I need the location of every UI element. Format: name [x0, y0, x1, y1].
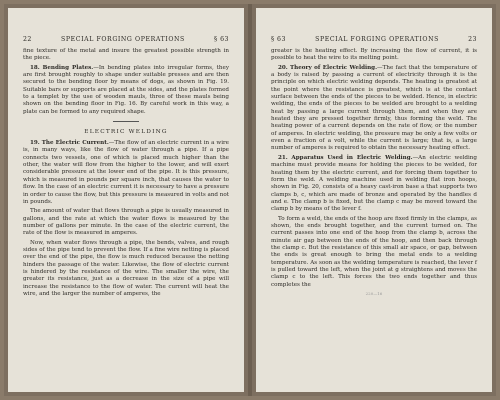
section-21-number: 21.	[278, 154, 288, 161]
left-page-number: 22	[23, 36, 32, 43]
section-18-body: —In bending plates into irregular forms, they are first brought roughly to shape under suitable presses and are then secured to the bending floor by means of dogs, as shown in Fig. 19. Suitable bars or supports are placed at the sides, and the plates formed to a templet by the use of wooden mauls, three of these mauls being shown on the bending floor in Fig. 16. By careful work in this way, a plate can be formed to any required shape.	[23, 64, 229, 115]
section-20-title: Theory of Electric Welding.	[290, 64, 378, 71]
right-running-head	[271, 36, 477, 43]
section-21-paragraph-2: To form a weld, the ends of the hoop are fixed firmly in the clamps, as shown, the ends brought together, and the current turned on. The current passes into one end of the hoop from the clamp b, across the minute air gap between the ends of the hoop, and then back through the clamp c. But the resistance of this small air space, or gap, between the ends is great enough to bring the metal ends to a welding temperature. As soon as the welding temperature is reached, the lever f is pulled toward the left, when the joint at g straightens and moves the clamp c to the left. This forces the two ends together and thus completes the	[271, 215, 477, 288]
section-19-body-1: —The flow of an electric current in a wire is, in many ways, like the flow of water through a pipe. If a pipe connects two vessels, one of which is placed much higher than the other, the water will flow from the higher to the lower, and will exert considerable pressure at the lower end of the pipe. It is this pressure, which is measured in pounds per square inch, that causes the water to flow. In the case of an electric current it is necessary to have a pressure in order to cause the flow, but this pressure is measured in volts and not in pounds.	[23, 140, 229, 205]
section-19-number: 19.	[30, 140, 40, 147]
section-18-number: 18.	[30, 64, 40, 71]
left-intro-paragraph: fine texture of the metal and insure the greatest possible strength in the piece.	[23, 48, 229, 62]
section-21-title: Apparatus Used in Electric Welding.	[291, 154, 413, 161]
right-page-number: 23	[468, 36, 477, 43]
left-running-title: SPECIAL FORGING OPERATIONS	[61, 36, 185, 43]
section-21-paragraph	[271, 155, 477, 214]
section-20-paragraph	[271, 65, 477, 153]
right-running-title: SPECIAL FORGING OPERATIONS	[315, 36, 439, 43]
left-running-head	[23, 36, 229, 43]
section-18-title: Bending Plates.	[42, 64, 94, 71]
section-18-paragraph	[23, 65, 229, 116]
section-19-paragraph-3: Now, when water flows through a pipe, the bends, valves, and rough sides of the pipe tend to prevent the flow. If a fine wire netting is placed over the end of the pipe, the flow is much reduced because the netting hinders the passage of the water. Likewise, the flow of electric current is hindered by the resistance of the wire. The smaller the wire, the greater its resistance, just as a decrease in the size of a pipe will increase the resistance to the flow of water. The current will heat the wire, and the larger the number of amperes, the	[23, 239, 229, 297]
book-spine	[248, 4, 252, 396]
printer-signature-mark: 220—16	[365, 291, 383, 296]
electric-welding-heading: ELECTRIC WELDING	[84, 129, 168, 136]
section-divider-rule	[113, 121, 139, 122]
right-intro-paragraph: greater is the heating effect. By increasing the flow of current, it is possible to heat the wire to its melting point.	[271, 48, 477, 62]
section-20-body: —The fact that the temperature of a body is raised by passing a current of electricity through it is the principle on which electric welding depends. The heating is greatest at the point where the resistance is greatest, which is at the contact surface between the ends of the pieces to be welded. Hence, in electric welding, the ends of the pieces to be welded are brought to a welding heat by passing a large current through them, and when they are heated they are pressed together firmly, thus forming the weld. The heating power of a current depends on the rate of flow, or the number of amperes. In electric welding, the pressure may be only a few volts or even a fraction of a volt, while the current is large; that is, a large number of amperes is required to obtain the necessary heating effect.	[271, 64, 477, 152]
left-page	[8, 8, 244, 392]
section-20-number: 20.	[278, 64, 288, 71]
book-spread	[4, 4, 496, 396]
section-19-paragraph	[23, 140, 229, 206]
section-21-body-1: —An electric welding machine must provide means for holding the pieces to be welded, for heating them by the electric current, and for forcing them together to form the weld. A welding machine used in welding flat iron hoops, shown in Fig. 20, consists of a heavy cast-iron base a that supports two clamps b, c, which are made of bronze and operated by the handles d and e. The clamp b is fixed, but the clamp c may be moved toward the clamp b by means of the lever f.	[271, 154, 477, 213]
right-page	[256, 8, 492, 392]
left-section-ref: § 63	[214, 36, 229, 43]
section-19-paragraph-2: The amount of water that flows through a pipe is usually measured in gallons, and the rate at which the water flows is measured by the number of gallons per minute. In the case of the electric current, the rate of the flow is measured in amperes.	[23, 208, 229, 237]
section-19-title: The Electric Current.	[41, 140, 109, 147]
right-section-ref: § 63	[271, 36, 286, 43]
